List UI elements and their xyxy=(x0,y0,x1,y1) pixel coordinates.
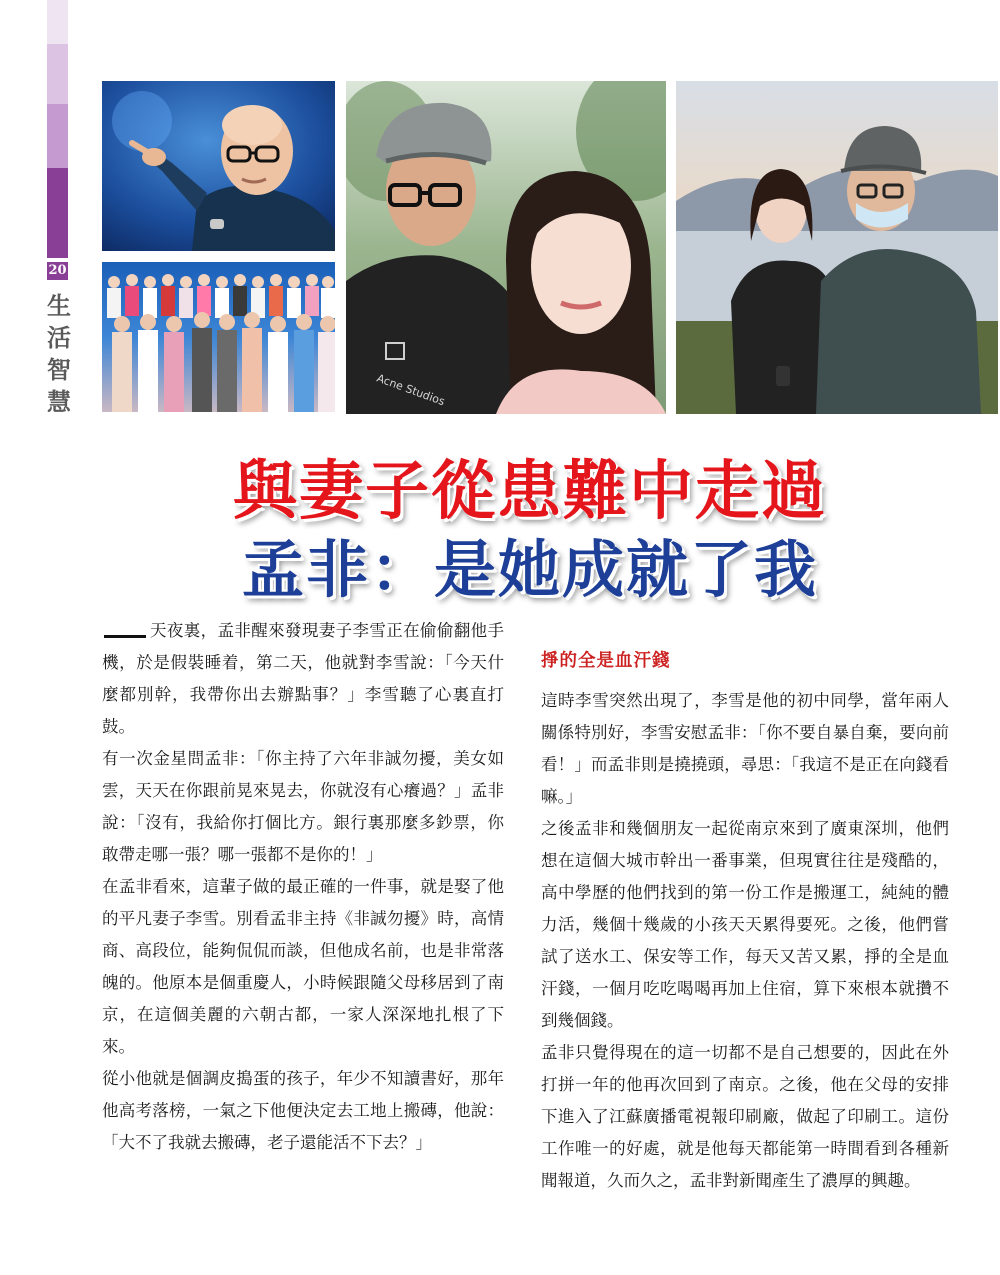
host-pointing-photo xyxy=(102,81,335,251)
couple-lakeside-photo xyxy=(676,81,998,414)
couple-selfie-photo xyxy=(346,81,666,414)
paragraph: 天夜裏，孟非醒來發現妻子李雪正在偷偷翻他手機，於是假裝睡着，第二天，他就對李雪說：「今天什麼都別幹，我帶你出去辦點事？」李雪聽了心裏直打鼓。 xyxy=(102,621,504,736)
paragraph: 這時李雪突然出現了，李雪是他的初中同學，當年兩人關係特別好，李雪安慰孟非：「你不要自暴自棄，要向前看！」而孟非則是撓撓頭，尋思：「我這不是正在向錢看嘛。」 xyxy=(541,691,949,806)
section-char: 生 xyxy=(47,291,71,320)
paragraph: 從小他就是個調皮搗蛋的孩子，年少不知讀書好，那年他高考落榜，一氣之下他便決定去工地上搬磚，他說：「大不了我就去搬磚，老子還能活不下去？」 xyxy=(102,1069,504,1152)
section-label xyxy=(46,290,72,418)
article-left-column xyxy=(102,615,504,1159)
group-stage-photo xyxy=(102,262,335,412)
subheading: 掙的全是血汗錢 xyxy=(541,651,671,671)
paragraph: 在孟非看來，這輩子做的最正確的一件事，就是娶了他的平凡妻子李雪。別看孟非主持《非誠勿擾》時，高情商、高段位，能夠侃侃而談，但他成名前，也是非常落魄的。他原本是個重慶人，小時候跟隨父母移居到了南京，在這個美麗的六朝古都，一家人深深地扎根了下來。 xyxy=(102,877,504,1056)
headline-line2: 孟非：是她成就了我 xyxy=(241,533,818,606)
shirt-logo-text: Acne Studios xyxy=(374,371,447,409)
headline-line1: 與妻子從患難中走過 xyxy=(233,454,827,529)
article-right-column xyxy=(541,685,949,1197)
side-color-tab xyxy=(47,0,68,258)
section-char: 慧 xyxy=(47,387,71,416)
page-number: 20 xyxy=(48,263,67,278)
section-char: 活 xyxy=(47,323,71,352)
paragraph: 之後孟非和幾個朋友一起從南京來到了廣東深圳，他們想在這個大城市幹出一番事業，但現實往往是殘酷的，高中學歷的他們找到的第一份工作是搬運工，純純的體力活，幾個十幾歲的小孩天天累得要死。之後，他們嘗試了送水工、保安等工作，每天又苦又累，掙的全是血汗錢，一個月吃吃喝喝再加上住宿，算下來根本就攢不到幾個錢。 xyxy=(541,819,949,1030)
paragraph: 有一次金星問孟非：「你主持了六年非誠勿擾，美女如雲，天天在你跟前晃來晃去，你就沒有心癢過？」孟非說：「沒有，我給你打個比方。銀行裏那麼多鈔票，你敢帶走哪一張？哪一張都不是你的！」 xyxy=(102,749,504,864)
section-char: 智 xyxy=(47,355,71,384)
paragraph: 孟非只覺得現在的這一切都不是自己想要的，因此在外打拼一年的他再次回到了南京。之後，他在父母的安排下進入了江蘇廣播電視報印刷廠，做起了印刷工。這份工作唯一的好處，就是他每天都能第一時間看到各種新聞報道，久而久之，孟非對新聞產生了濃厚的興趣。 xyxy=(541,1043,949,1190)
